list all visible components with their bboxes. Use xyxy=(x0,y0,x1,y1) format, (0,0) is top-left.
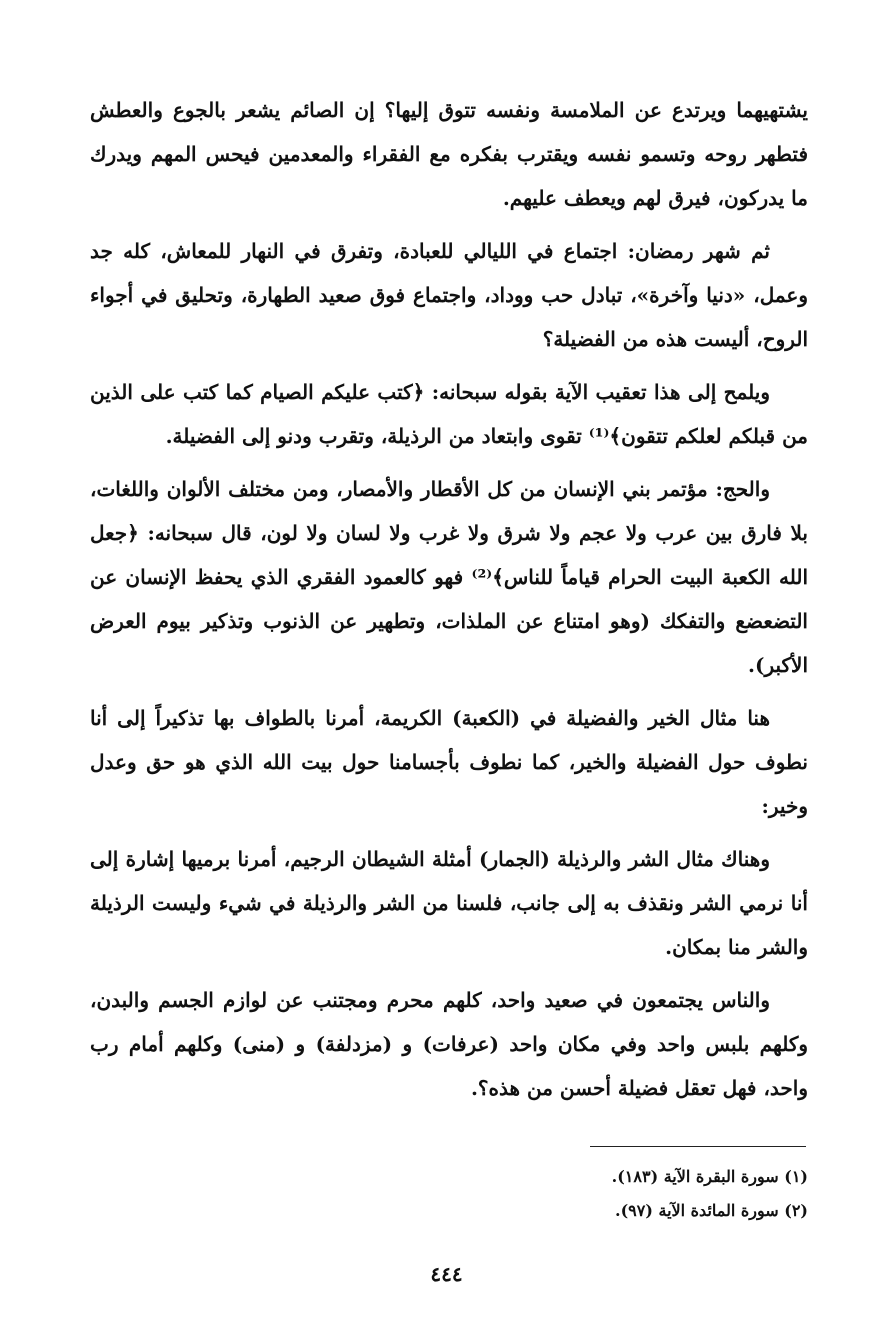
page-number: ٤٤٤ xyxy=(430,1262,463,1286)
footnote-divider xyxy=(590,1146,806,1147)
footnote-2: (٢) سورة المائدة الآية (٩٧). xyxy=(615,1201,808,1220)
paragraph-1: يشتهيهما ويرتدع عن الملامسة ونفسه تتوق إليها؟ إن الصائم يشعر بالجوع والعطش فتطهر روحه وتسمو نفسه ويقترب بفكره مع الفقراء والمعدمين فيحس المهم ويدرك ما يدركون، فيرق لهم ويعطف عليهم. xyxy=(90,98,809,210)
paragraph-6: وهناك مثال الشر والرذيلة (الجمار) أمثلة الشيطان الرجيم، أمرنا برميها إشارة إلى أنا نرمي الشر ونقذف به إلى جانب، فلسنا من الشر والرذيلة في شيء وليست الرذيلة والشر منا بمكان. xyxy=(90,847,808,959)
paragraph-5: هنا مثال الخير والفضيلة في (الكعبة) الكريمة، أمرنا بالطواف بها تذكيراً إلى أنا نطوف حول الفضيلة والخير، كما نطوف بأجسامنا حول بيت الله الذي هو حق وعدل وخير: xyxy=(90,706,808,818)
paragraph-4: والحج: مؤتمر بني الإنسان من كل الأقطار والأمصار، ومن مختلف الألوان واللغات، بلا فارق بين عرب ولا عجم ولا شرق ولا غرب ولا لسان ولا لون، قال سبحانه: ﴿جعل الله الكعبة البيت الحرام قياماً للناس﴾⁽²⁾ فهو كالعمود الفقري الذي يحفظ الإنسان عن التضعضع والتفكك (وهو امتناع عن الملذات، وتطهير عن الذنوب وتذكير بيوم العرض الأكبر). xyxy=(90,477,809,677)
paragraph-7: والناس يجتمعون في صعيد واحد، كلهم محرم ومجتنب عن لوازم الجسم والبدن، وكلهم بلبس واحد وفي مكان واحد (عرفات) و (مزدلفة) و (منى) وكلهم أمام رب واحد، فهل تعقل فضيلة أحسن من هذه؟. xyxy=(90,988,808,1100)
footnote-1: (١) سورة البقرة الآية (١٨٣). xyxy=(611,1167,808,1186)
paragraph-3: ويلمح إلى هذا تعقيب الآية بقوله سبحانه: ﴿كتب عليكم الصيام كما كتب على الذين من قبلكم لعلكم تتقون﴾⁽¹⁾ تقوى وابتعاد من الرذيلة، وتقرب ودنو إلى الفضيلة. xyxy=(90,380,808,448)
page-body xyxy=(90,88,808,1119)
footnotes xyxy=(90,1160,808,1228)
paragraph-2: ثم شهر رمضان: اجتماع في الليالي للعبادة، وتفرق في النهار للمعاش، كله جد وعمل، «دنيا وآخرة»، تبادل حب ووداد، واجتماع فوق صعيد الطهارة، وتحليق في أجواء الروح، أليست هذه من الفضيلة؟ xyxy=(90,239,808,351)
